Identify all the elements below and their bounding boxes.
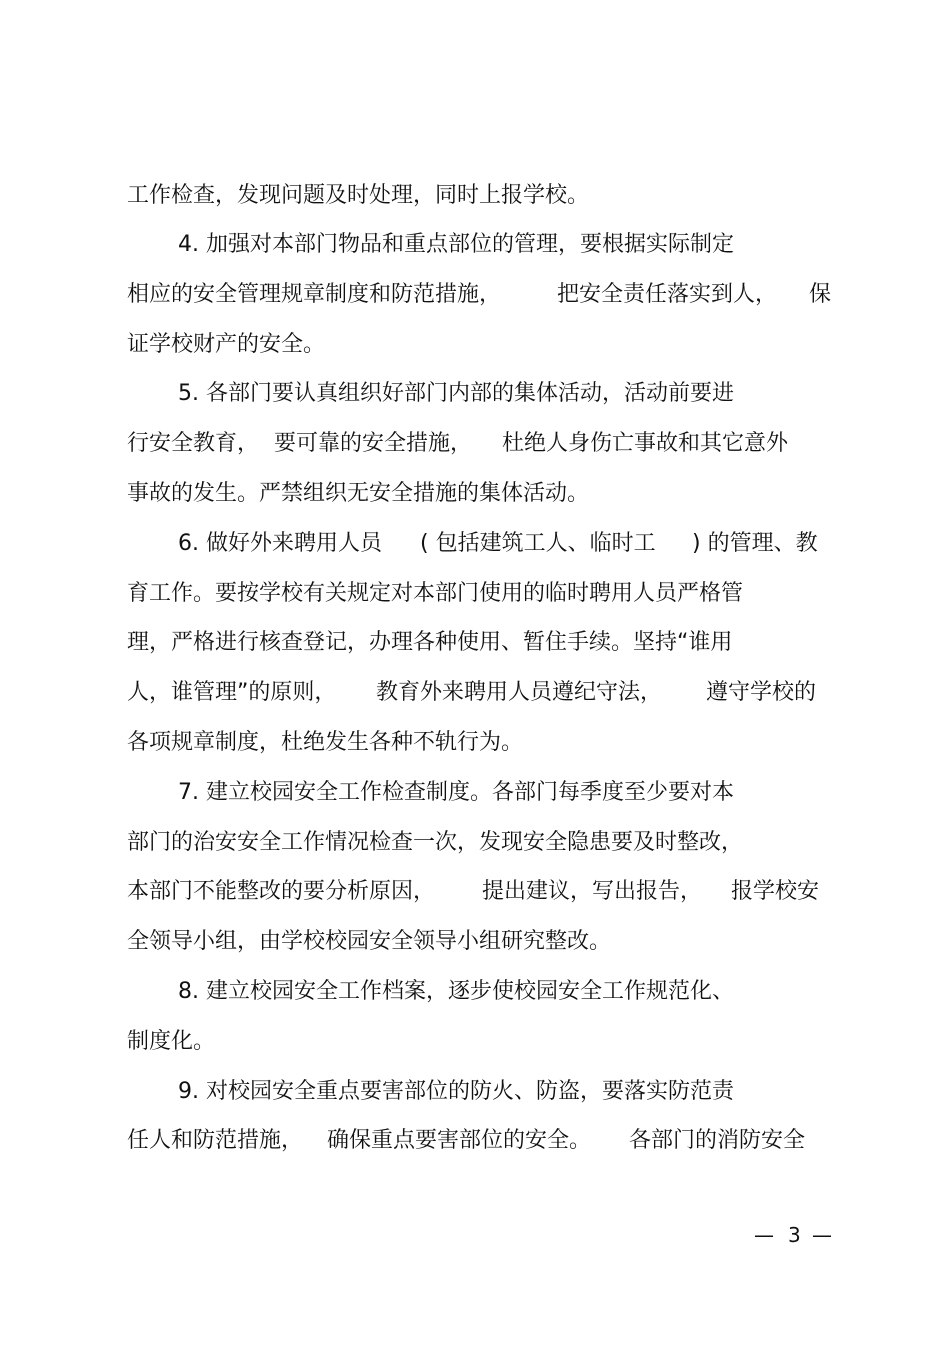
footer-dash-left: — (754, 1223, 774, 1247)
text-fragment: 杜绝人身伤亡事故和其它意外 (502, 431, 789, 456)
text-fragment: 保 (809, 282, 832, 307)
text-fragment: 各部门的消防安全 (629, 1128, 806, 1153)
text-fragment: 4. 加强对本部门物品和重点部位的管理，要根据实际制定 (178, 232, 734, 257)
text-fragment: 各项规章制度，杜绝发生各种不轨行为。 (127, 730, 524, 755)
text-fragment: ) 的管理、教 (692, 531, 818, 556)
text-fragment: 工作检查，发现问题及时处理，同时上报学校。 (127, 183, 590, 208)
text-fragment: 相应的安全管理规章制度和防范措施， (127, 282, 502, 307)
page-number: 3 (788, 1223, 801, 1247)
text-fragment: 制度化。 (127, 1029, 216, 1054)
text-fragment: 7. 建立校园安全工作检查制度。各部门每季度至少要对本 (178, 780, 734, 805)
text-fragment: 9. 对校园安全重点要害部位的防火、防盗，要落实防范责 (178, 1079, 734, 1104)
text-fragment: 教育外来聘用人员遵纪守法， (376, 680, 663, 705)
text-fragment: 理，严格进行核查登记，办理各种使用、暂住手续。坚持“谁用 (127, 630, 733, 655)
text-fragment: 提出建议，写出报告， (482, 879, 703, 904)
text-fragment: 确保重点要害部位的安全。 (327, 1128, 592, 1153)
text-fragment: 报学校安 (731, 879, 820, 904)
text-fragment: 本部门不能整改的要分析原因， (127, 879, 436, 904)
text-fragment: 事故的发生。严禁组织无安全措施的集体活动。 (127, 481, 590, 506)
text-fragment: 人，谁管理”的原则， (127, 680, 337, 705)
text-fragment: 证学校财产的安全。 (127, 332, 326, 357)
text-fragment: 行安全教育， (127, 431, 260, 456)
text-fragment: 8. 建立校园安全工作档案，逐步使校园安全工作规范化、 (178, 979, 734, 1004)
text-fragment: 6. 做好外来聘用人员 (178, 531, 382, 556)
text-fragment: 要可靠的安全措施， (274, 431, 473, 456)
text-fragment: 遵守学校的 (706, 680, 817, 705)
text-fragment: 育工作。要按学校有关规定对本部门使用的临时聘用人员严格管 (127, 581, 744, 606)
text-fragment: ( 包括建筑工人、临时工 (420, 531, 656, 556)
text-fragment: 任人和防范措施， (127, 1128, 304, 1153)
text-fragment: 5. 各部门要认真组织好部门内部的集体活动，活动前要进 (178, 381, 734, 406)
text-fragment: 部门的治安安全工作情况检查一次，发现安全隐患要及时整改， (127, 830, 744, 855)
text-fragment: 把安全责任落实到人， (557, 282, 778, 307)
text-fragment: 全领导小组，由学校校园安全领导小组研究整改。 (127, 929, 612, 954)
footer-dash-right: — (812, 1223, 832, 1247)
